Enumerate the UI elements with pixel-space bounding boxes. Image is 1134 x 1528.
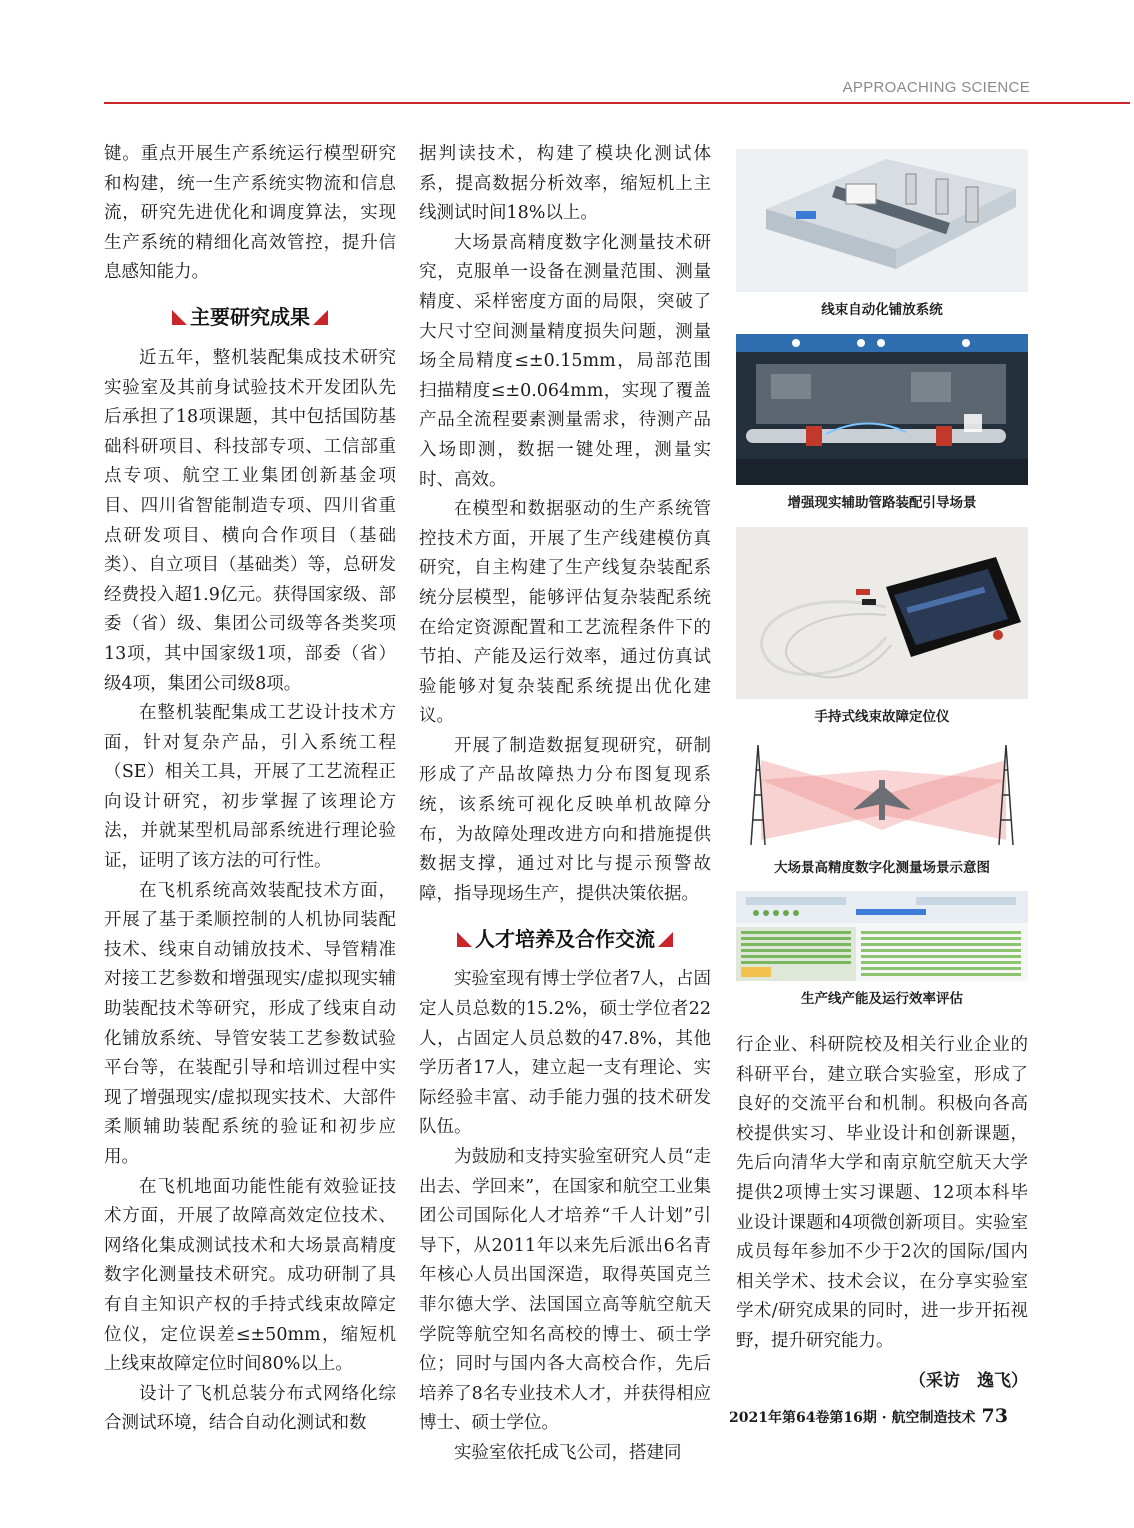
figure-ar-pipe (736, 334, 1028, 511)
column-middle (419, 140, 711, 1469)
section-label: APPROACHING SCIENCE (842, 79, 1030, 96)
figure-caption: 手持式线束故障定位仪 (814, 709, 950, 725)
column-left (104, 140, 396, 1439)
page-footer (729, 1405, 1008, 1427)
paragraph: 行企业、科研院校及相关行业企业的科研平台，建立联合实验室，形成了良好的交流平台和机制。积极向各高校提供实习、毕业设计和创新课题，先后向清华大学和南京航空航天大学提供2项博士实习课题、12项本科毕业设计课题和4项微创新项目。实验室成员每年参加不少于2次的国际/国内相关学术、技术会议，在分享实验室学术/研究成果的同时，进一步开拓视野，提升研究能力。 (736, 1035, 1028, 1351)
figure-handheld-locator (736, 527, 1028, 725)
measurement-scene (736, 740, 1028, 850)
paragraph: 据判读技术，构建了模块化测试体系，提高数据分析效率，缩短机上主线测试时间18%以上。 (419, 144, 711, 224)
section-heading-text: 主要研究成果 (190, 305, 310, 330)
paragraph: 近五年，整机装配集成技术研究实验室及其前身试验技术开发团队先后承担了18项课题，其中包括国防基础科研项目、科技部专项、工信部重点专项、航空工业集团创新基金项目、四川省智能制造专项、四川省重点研发项目、横向合作项目（基础类）、自立项目（基础类）等，总研发经费投入超1.9亿元。获得国家级、部委（省）级、集团公司级等各类奖项13项，其中国家级1项，部委（省）级4项，集团公司级8项。 (104, 347, 396, 694)
header-rule (104, 102, 1130, 104)
figure-caption: 大场景高精度数字化测量场景示意图 (774, 860, 990, 876)
figure-caption: 线束自动化铺放系统 (821, 302, 943, 318)
paragraph: 大场景高精度数字化测量技术研究，克服单一设备在测量范围、测量精度、采样密度方面的局限，突破了大尺寸空间测量精度损失问题，测量场全局精度≤±0.15mm，局部范围扫描精度≤±0.064mm，实现了覆盖产品全流程要素测量需求，待测产品入场即测，数据一键处理，测量实时、高效。 (419, 232, 711, 490)
triangle-left-icon (457, 932, 472, 947)
ar-pipe-screen (736, 334, 1028, 485)
production-line-chart (736, 891, 1028, 981)
paragraph: 开展了制造数据复现研究，研制形成了产品故障热力分布图复现系统，该系统可视化反映单机故障分布，为故障处理改进方向和措施提供数据支撑，通过对比与提示预警故障，指导现场生产，提供决策依据。 (419, 735, 711, 904)
section-heading (104, 294, 396, 342)
paragraph: 实验室依托成飞公司，搭建同 (454, 1442, 682, 1463)
column-right (736, 1031, 1028, 1357)
paragraph: 在飞机系统高效装配技术方面，开展了基于柔顺控制的人机协同装配技术、线束自动铺放技术、导管精准对接工艺参数和增强现实/虚拟现实辅助装配技术等研究，形成了线束自动化铺放系统、导管安装工艺参数试验平台等，在装配引导和培训过程中实现了增强现实/虚拟现实技术、大部件柔顺辅助装配系统的验证和初步应用。 (104, 880, 396, 1167)
issue-info: 2021年第64卷第16期 · 航空制造技术 (728, 1410, 976, 1426)
section-heading (419, 915, 711, 963)
triangle-left-icon (172, 310, 187, 325)
triangle-right-icon (313, 310, 328, 325)
interview-credit: （采访 逸飞） (909, 1371, 1028, 1391)
paragraph: 在飞机地面功能性能有效验证技术方面，开展了故障高效定位技术、网络化集成测试技术和大场景高精度数字化测量技术研究。成功研制了具有自主知识产权的手持式线束故障定位仪，定位误差≤±50mm，缩短机上线束故障定位时间80%以上。 (104, 1176, 396, 1375)
paragraph: 在整机装配集成工艺设计技术方面，针对复杂产品，引入系统工程（SE）相关工具，开展了工艺流程正向设计研究，初步掌握了该理论方法，并就某型机局部系统进行理论验证，证明了该方法的可行性。 (104, 703, 396, 872)
figure-caption: 生产线产能及运行效率评估 (801, 991, 963, 1007)
paragraph: 键。重点开展生产系统运行模型研究和构建，统一生产系统实物流和信息流，研究先进优化和调度算法，实现生产系统的精细化高效管控，提升信息感知能力。 (104, 144, 396, 283)
handheld-locator-photo (736, 527, 1028, 699)
page-number: 73 (981, 1405, 1008, 1427)
figure-harness-system (736, 149, 1028, 318)
paragraph: 设计了飞机总装分布式网络化综合测试环境，结合自动化测试和数 (104, 1383, 396, 1434)
triangle-right-icon (658, 932, 673, 947)
paragraph: 为鼓励和支持实验室研究人员“走出去、学回来”，在国家和航空工业集团公司国际化人才培养“千人计划”引导下，从2011年以来先后派出6名青年核心人员出国深造，取得英国克兰菲尔德大学、法国国立高等航空航天学院等航空知名高校的博士、硕士学位；同时与国内各大高校合作，先后培养了8名专业技术人才，并获得相应博士、硕士学位。 (419, 1147, 711, 1434)
paragraph: 实验室现有博士学位者7人，占固定人员总数的15.2%，硕士学位者22人，占固定人员总数的47.8%，其他学历者17人，建立起一支有理论、实际经验丰富、动手能力强的技术研发队伍。 (419, 969, 711, 1138)
paragraph: 在模型和数据驱动的生产系统管控技术方面，开展了生产线建模仿真研究，自主构建了生产线复杂装配系统分层模型，能够评估复杂装配系统在给定资源配置和工艺流程条件下的节拍、产能及运行效率，通过仿真试验能够对复杂装配系统提出优化建议。 (419, 499, 711, 727)
section-heading-text: 人才培养及合作交流 (475, 926, 655, 951)
harness-layout-render (736, 149, 1028, 292)
figure-production-line (736, 891, 1028, 1007)
figure-measurement-scene (736, 740, 1028, 876)
figure-caption: 增强现实辅助管路装配引导场景 (787, 495, 977, 511)
